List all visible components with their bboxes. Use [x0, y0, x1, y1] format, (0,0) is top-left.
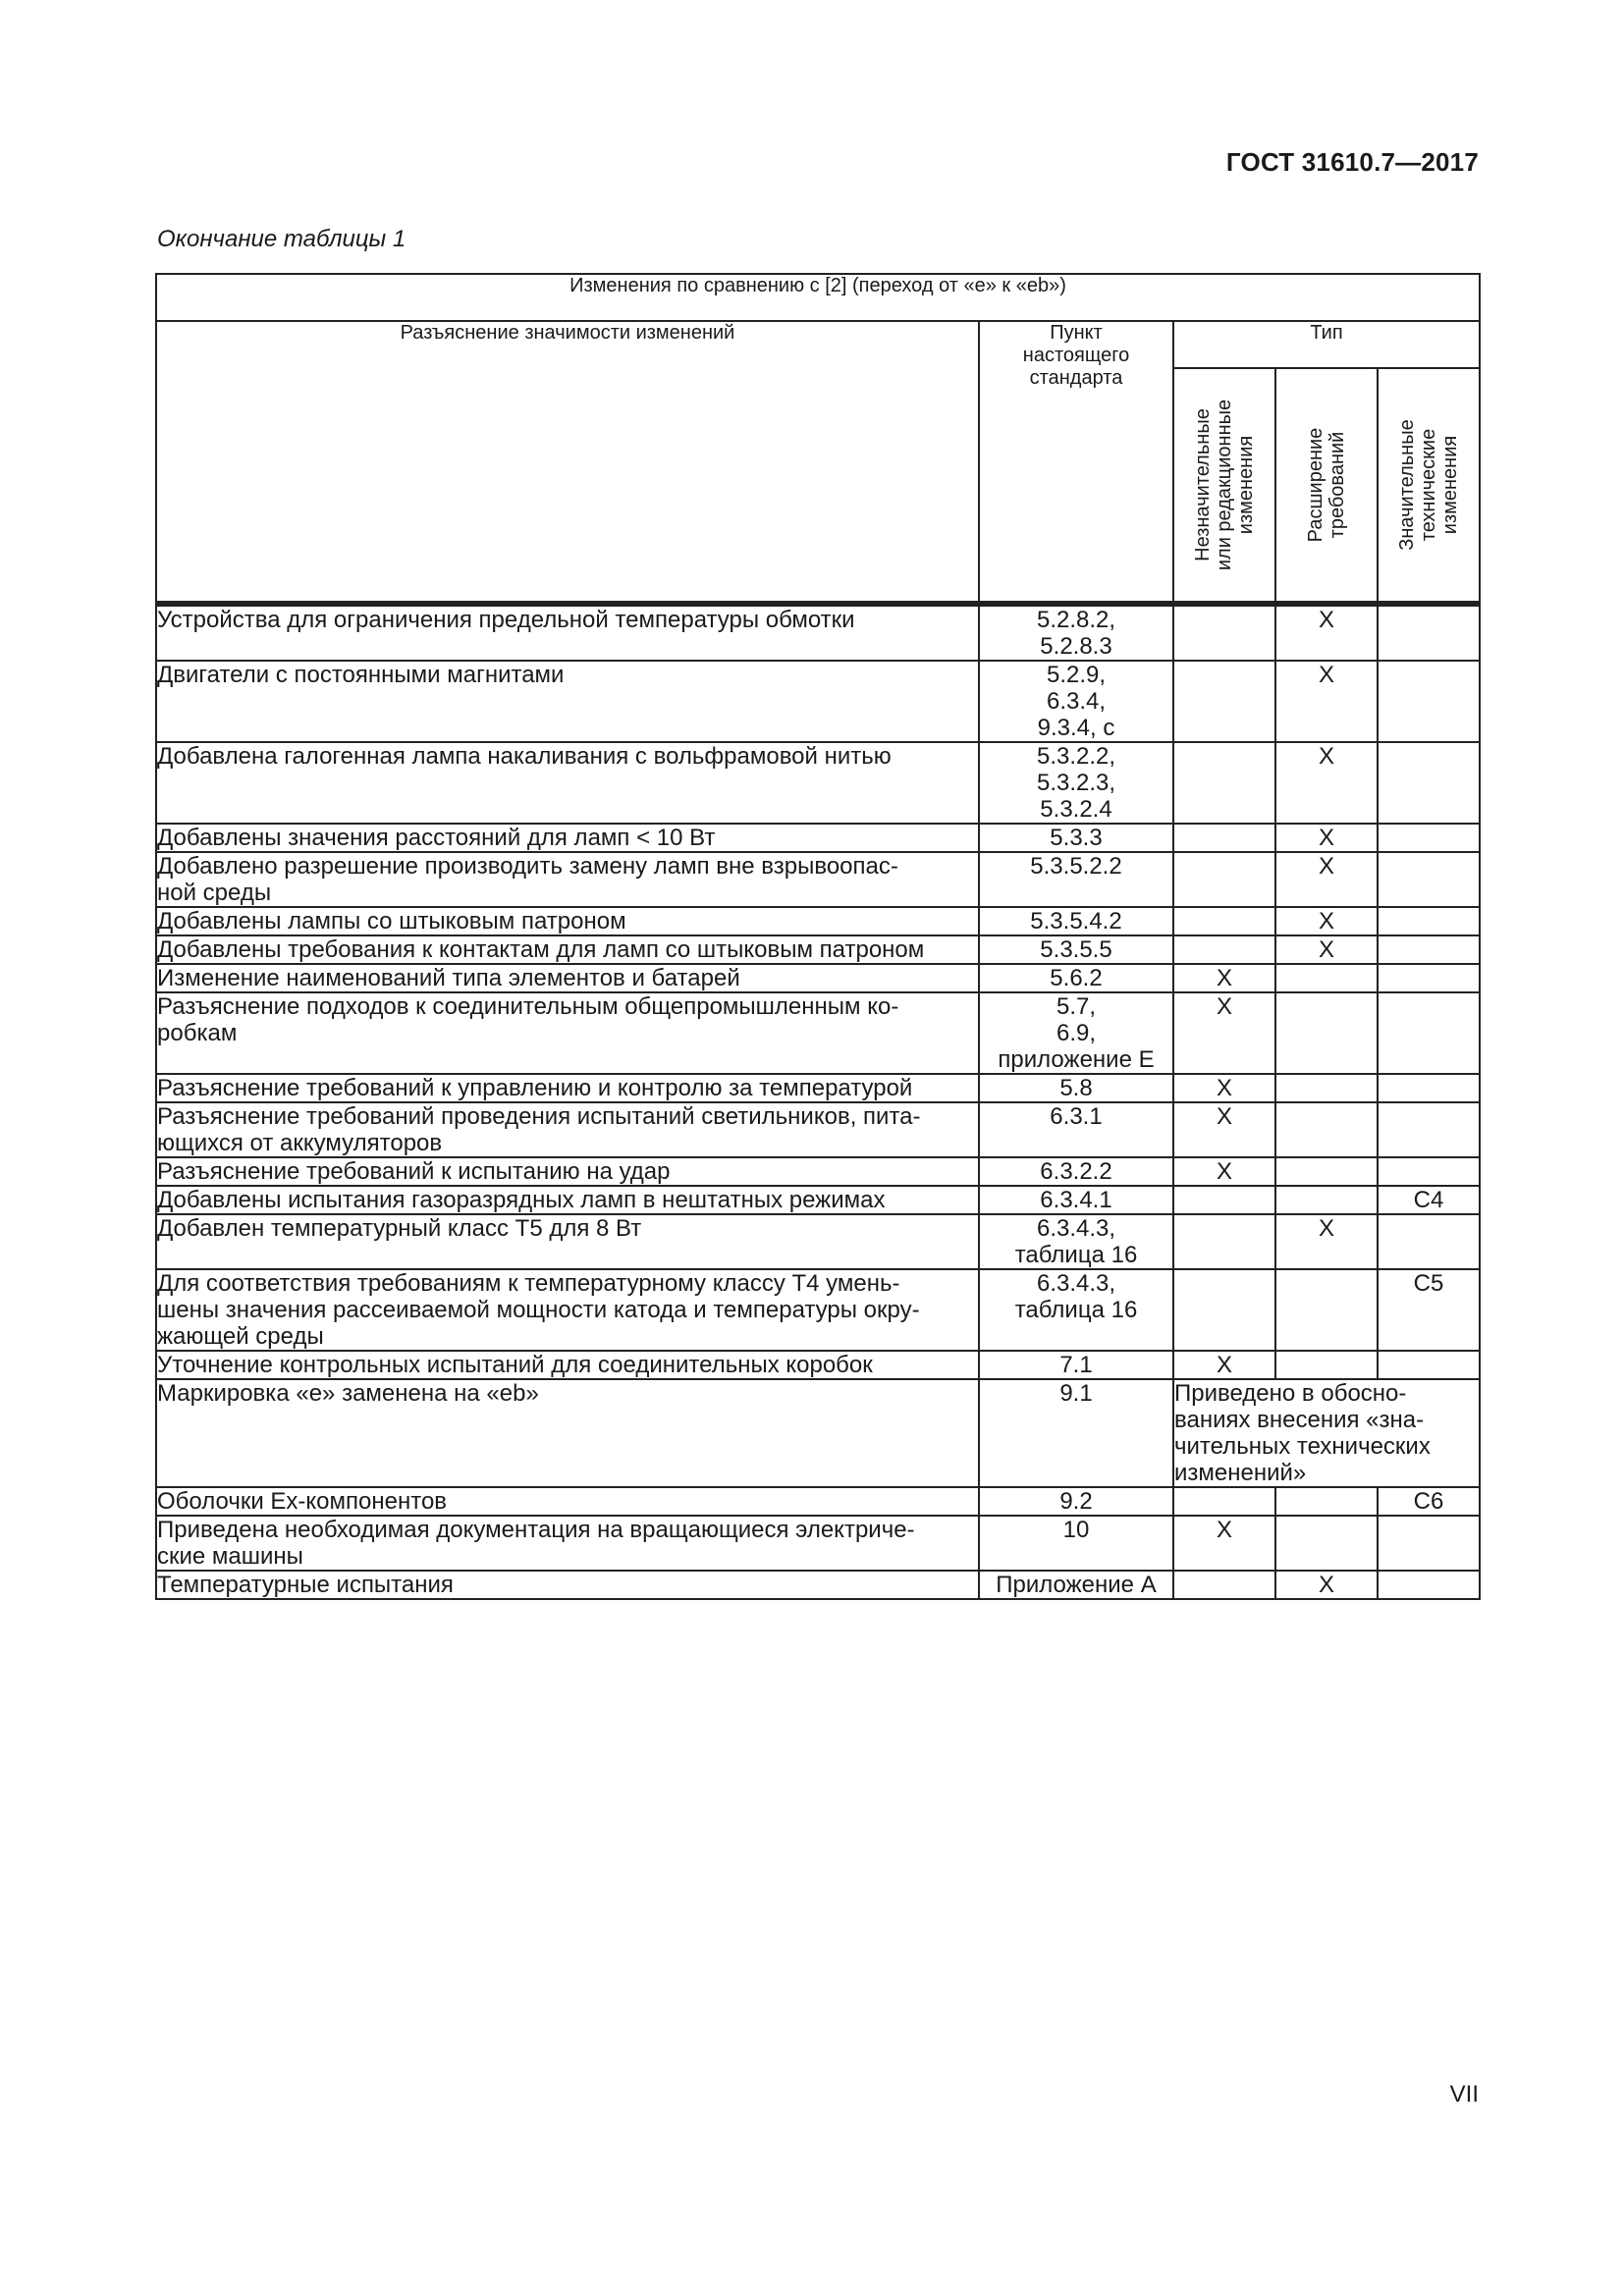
- clause-line: 5.3.2.3,: [1036, 770, 1116, 796]
- header-major-line: Значительные: [1396, 419, 1419, 551]
- row-mark-extension: [1275, 1351, 1378, 1379]
- row-clause: [979, 992, 1173, 1074]
- row-mark-extension: X: [1275, 1214, 1378, 1269]
- header-minor-line: Незначительные: [1192, 408, 1214, 561]
- row-description: [156, 964, 979, 992]
- row-mark-extension: X: [1275, 661, 1378, 742]
- table-row: [156, 1571, 1480, 1599]
- row-mark-extension: [1275, 1186, 1378, 1214]
- row-mark-extension: [1275, 1157, 1378, 1186]
- note-line: Приведено в обосно-: [1174, 1380, 1407, 1407]
- row-mark-minor: X: [1173, 992, 1275, 1074]
- row-clause: [979, 1351, 1173, 1379]
- row-clause: [979, 852, 1173, 907]
- clause-line: 6.3.1: [1050, 1103, 1103, 1130]
- description-line: Уточнение контрольных испытаний для соединительных коробок: [157, 1352, 873, 1378]
- clause-line: 5.3.5.2.2: [1030, 853, 1122, 880]
- row-description: [156, 935, 979, 964]
- description-line: Добавлены лампы со штыковым патроном: [157, 908, 626, 934]
- row-mark-major: [1378, 992, 1480, 1074]
- clause-line: 6.3.4.3,: [1036, 1215, 1116, 1242]
- clause-line: 5.3.5.4.2: [1030, 908, 1122, 934]
- row-mark-major: [1378, 1102, 1480, 1157]
- clause-line: таблица 16: [1014, 1242, 1138, 1268]
- row-mark-minor: [1173, 935, 1275, 964]
- header-major-line: технические: [1418, 428, 1440, 542]
- clause-line: 6.9,: [1056, 1020, 1097, 1046]
- row-clause: [979, 824, 1173, 852]
- row-mark-extension: [1275, 992, 1378, 1074]
- row-clause: [979, 1269, 1173, 1351]
- clause-line: 5.2.8.3: [1040, 633, 1112, 660]
- clause-line: 10: [1062, 1517, 1090, 1543]
- description-line: жающей среды: [157, 1323, 324, 1350]
- table-row: [156, 1379, 1480, 1487]
- header-extension-line: Расширение: [1305, 427, 1326, 543]
- description-line: Добавлена галогенная лампа накаливания с вольфрамовой нитью: [157, 743, 892, 770]
- header-type-major: [1378, 368, 1480, 604]
- row-mark-extension: X: [1275, 935, 1378, 964]
- description-line: Добавлен температурный класс T5 для 8 Вт: [157, 1215, 642, 1242]
- clause-line: 5.6.2: [1050, 965, 1103, 991]
- row-clause: [979, 1157, 1173, 1186]
- table-row: [156, 935, 1480, 964]
- row-mark-major: [1378, 1214, 1480, 1269]
- row-mark-major: [1378, 661, 1480, 742]
- description-line: Приведена необходимая документация на вращающиеся электриче-: [157, 1517, 915, 1543]
- row-mark-minor: [1173, 742, 1275, 824]
- row-clause: [979, 907, 1173, 935]
- changes-table: [155, 273, 1481, 1600]
- row-mark-major: C5: [1378, 1269, 1480, 1351]
- row-description: [156, 992, 979, 1074]
- description-line: Разъяснение требований проведения испытаний светильников, пита-: [157, 1103, 921, 1130]
- note-line: ваниях внесения «зна-: [1174, 1407, 1425, 1433]
- row-mark-major: [1378, 935, 1480, 964]
- clause-line: приложение E: [998, 1046, 1155, 1073]
- row-mark-extension: [1275, 1102, 1378, 1157]
- row-mark-extension: [1275, 1487, 1378, 1516]
- row-merged-note: [1173, 1379, 1480, 1487]
- table-row: [156, 1186, 1480, 1214]
- row-description: [156, 824, 979, 852]
- table-row: [156, 604, 1480, 661]
- row-mark-minor: [1173, 661, 1275, 742]
- row-mark-extension: X: [1275, 907, 1378, 935]
- row-mark-extension: [1275, 1269, 1378, 1351]
- row-mark-extension: X: [1275, 604, 1378, 661]
- clause-line: 6.3.4,: [1046, 688, 1107, 715]
- description-line: Добавлены испытания газоразрядных ламп в нештатных режимах: [157, 1187, 886, 1213]
- row-mark-major: [1378, 1157, 1480, 1186]
- row-mark-minor: X: [1173, 1102, 1275, 1157]
- row-mark-minor: [1173, 824, 1275, 852]
- row-mark-minor: [1173, 1269, 1275, 1351]
- row-description: [156, 1186, 979, 1214]
- row-description: [156, 1074, 979, 1102]
- description-line: Температурные испытания: [157, 1572, 454, 1598]
- clause-line: 9.1: [1059, 1380, 1093, 1407]
- row-description: [156, 742, 979, 824]
- description-line: шены значения рассеиваемой мощности катода и температуры окру-: [157, 1297, 920, 1323]
- row-mark-minor: X: [1173, 1351, 1275, 1379]
- row-clause: [979, 661, 1173, 742]
- row-description: [156, 852, 979, 907]
- table-row: [156, 1269, 1480, 1351]
- description-line: Разъяснение подходов к соединительным общепромышленным ко-: [157, 993, 899, 1020]
- clause-line: 5.3.2.2,: [1036, 743, 1116, 770]
- row-mark-minor: X: [1173, 1516, 1275, 1571]
- table-row: [156, 742, 1480, 824]
- clause-line: 6.3.2.2: [1040, 1158, 1112, 1185]
- row-mark-extension: [1275, 964, 1378, 992]
- row-mark-minor: [1173, 1186, 1275, 1214]
- row-mark-minor: [1173, 1214, 1275, 1269]
- row-mark-major: [1378, 852, 1480, 907]
- row-clause: [979, 1379, 1173, 1487]
- table-row: [156, 824, 1480, 852]
- clause-line: 5.2.9,: [1046, 662, 1107, 688]
- description-line: Маркировка «e» заменена на «eb»: [157, 1380, 539, 1407]
- header-major-line: изменения: [1439, 435, 1462, 535]
- table-row: [156, 1487, 1480, 1516]
- header-type-extension: [1275, 368, 1378, 604]
- description-line: Добавлено разрешение производить замену ламп вне взрывоопас-: [157, 853, 898, 880]
- row-mark-major: [1378, 964, 1480, 992]
- description-line: Изменение наименований типа элементов и батарей: [157, 965, 740, 991]
- row-clause: [979, 1571, 1173, 1599]
- row-mark-minor: X: [1173, 1074, 1275, 1102]
- row-mark-minor: X: [1173, 1157, 1275, 1186]
- table-body: [156, 604, 1480, 1599]
- header-minor-line: изменения: [1235, 435, 1257, 535]
- row-clause: [979, 1186, 1173, 1214]
- row-description: [156, 1516, 979, 1571]
- table-row: [156, 1214, 1480, 1269]
- description-line: Для соответствия требованиям к температурному классу T4 умень-: [157, 1270, 900, 1297]
- clause-line: 6.3.4.1: [1040, 1187, 1112, 1213]
- row-mark-minor: [1173, 907, 1275, 935]
- row-clause: [979, 742, 1173, 824]
- row-description: [156, 604, 979, 661]
- page-number: VII: [1449, 2081, 1479, 2108]
- row-mark-extension: X: [1275, 852, 1378, 907]
- description-line: робкам: [157, 1020, 238, 1046]
- table-caption: Окончание таблицы 1: [157, 226, 406, 252]
- description-line: Устройства для ограничения предельной температуры обмотки: [157, 607, 855, 633]
- clause-line: таблица 16: [1014, 1297, 1138, 1323]
- table-row: [156, 1157, 1480, 1186]
- table-row: [156, 1516, 1480, 1571]
- row-description: [156, 1351, 979, 1379]
- description-line: Добавлены требования к контактам для ламп со штыковым патроном: [157, 936, 925, 963]
- row-mark-minor: [1173, 1487, 1275, 1516]
- row-description: [156, 1157, 979, 1186]
- row-description: [156, 907, 979, 935]
- table-row: [156, 1351, 1480, 1379]
- row-description: [156, 1269, 979, 1351]
- row-mark-major: [1378, 824, 1480, 852]
- row-clause: [979, 1214, 1173, 1269]
- table-row: [156, 907, 1480, 935]
- row-clause: [979, 604, 1173, 661]
- table-row: [156, 661, 1480, 742]
- row-mark-major: [1378, 1074, 1480, 1102]
- clause-line: 7.1: [1059, 1352, 1093, 1378]
- row-mark-major: [1378, 604, 1480, 661]
- clause-line: 5.3.3: [1050, 825, 1103, 851]
- note-line: изменений»: [1174, 1460, 1307, 1486]
- description-line: Двигатели с постоянными магнитами: [157, 662, 565, 688]
- standard-code: ГОСТ 31610.7—2017: [1225, 147, 1479, 177]
- row-clause: [979, 1102, 1173, 1157]
- row-mark-major: C4: [1378, 1186, 1480, 1214]
- row-mark-minor: [1173, 604, 1275, 661]
- table-row: [156, 992, 1480, 1074]
- row-clause: [979, 1516, 1173, 1571]
- row-mark-minor: [1173, 1571, 1275, 1599]
- clause-line: 5.8: [1059, 1075, 1093, 1101]
- row-clause: [979, 935, 1173, 964]
- row-mark-major: [1378, 742, 1480, 824]
- clause-line: 5.3.5.5: [1040, 936, 1112, 963]
- row-mark-major: [1378, 907, 1480, 935]
- row-description: [156, 1102, 979, 1157]
- description-line: Разъяснение требований к испытанию на удар: [157, 1158, 671, 1185]
- description-line: Оболочки Ex-компонентов: [157, 1488, 448, 1515]
- clause-line: 5.2.8.2,: [1036, 607, 1116, 633]
- row-mark-major: [1378, 1571, 1480, 1599]
- row-description: [156, 661, 979, 742]
- header-type-minor: [1173, 368, 1275, 604]
- table-row: [156, 1102, 1480, 1157]
- row-description: [156, 1379, 979, 1487]
- row-description: [156, 1487, 979, 1516]
- row-mark-extension: [1275, 1074, 1378, 1102]
- row-clause: [979, 1487, 1173, 1516]
- header-clause-line: настоящего: [1022, 345, 1130, 366]
- description-line: Разъяснение требований к управлению и контролю за температурой: [157, 1075, 913, 1101]
- row-mark-extension: X: [1275, 742, 1378, 824]
- description-line: ющихся от аккумуляторов: [157, 1130, 443, 1156]
- row-mark-extension: X: [1275, 1571, 1378, 1599]
- header-type: Тип: [1173, 321, 1480, 368]
- row-mark-minor: [1173, 852, 1275, 907]
- header-minor-line: или редакционные: [1214, 399, 1235, 571]
- row-description: [156, 1214, 979, 1269]
- header-clause-line: стандарта: [1029, 367, 1123, 389]
- row-description: [156, 1571, 979, 1599]
- row-mark-major: C6: [1378, 1487, 1480, 1516]
- clause-line: 6.3.4.3,: [1036, 1270, 1116, 1297]
- row-mark-major: [1378, 1351, 1480, 1379]
- table-row: [156, 964, 1480, 992]
- row-mark-major: [1378, 1516, 1480, 1571]
- clause-line: Приложение A: [996, 1572, 1157, 1598]
- clause-line: 5.7,: [1056, 993, 1097, 1020]
- row-clause: [979, 1074, 1173, 1102]
- note-line: чительных технических: [1174, 1433, 1431, 1460]
- header-extension-line: требований: [1326, 431, 1348, 539]
- clause-line: 9.2: [1059, 1488, 1093, 1515]
- description-line: ной среды: [157, 880, 272, 906]
- row-mark-extension: [1275, 1516, 1378, 1571]
- header-clause-line: Пункт: [1050, 322, 1103, 344]
- row-mark-minor: X: [1173, 964, 1275, 992]
- row-mark-extension: X: [1275, 824, 1378, 852]
- header-description: Разъяснение значимости изменений: [156, 321, 979, 604]
- table-row: [156, 1074, 1480, 1102]
- clause-line: 5.3.2.4: [1040, 796, 1112, 823]
- table-title: Изменения по сравнению с [2] (переход от «e» к «eb»): [156, 274, 1480, 321]
- header-clause: [979, 321, 1173, 604]
- table-row: [156, 852, 1480, 907]
- description-line: Добавлены значения расстояний для ламп < 10 Вт: [157, 825, 716, 851]
- row-clause: [979, 964, 1173, 992]
- clause-line: 9.3.4, c: [1037, 715, 1115, 741]
- description-line: ские машины: [157, 1543, 303, 1570]
